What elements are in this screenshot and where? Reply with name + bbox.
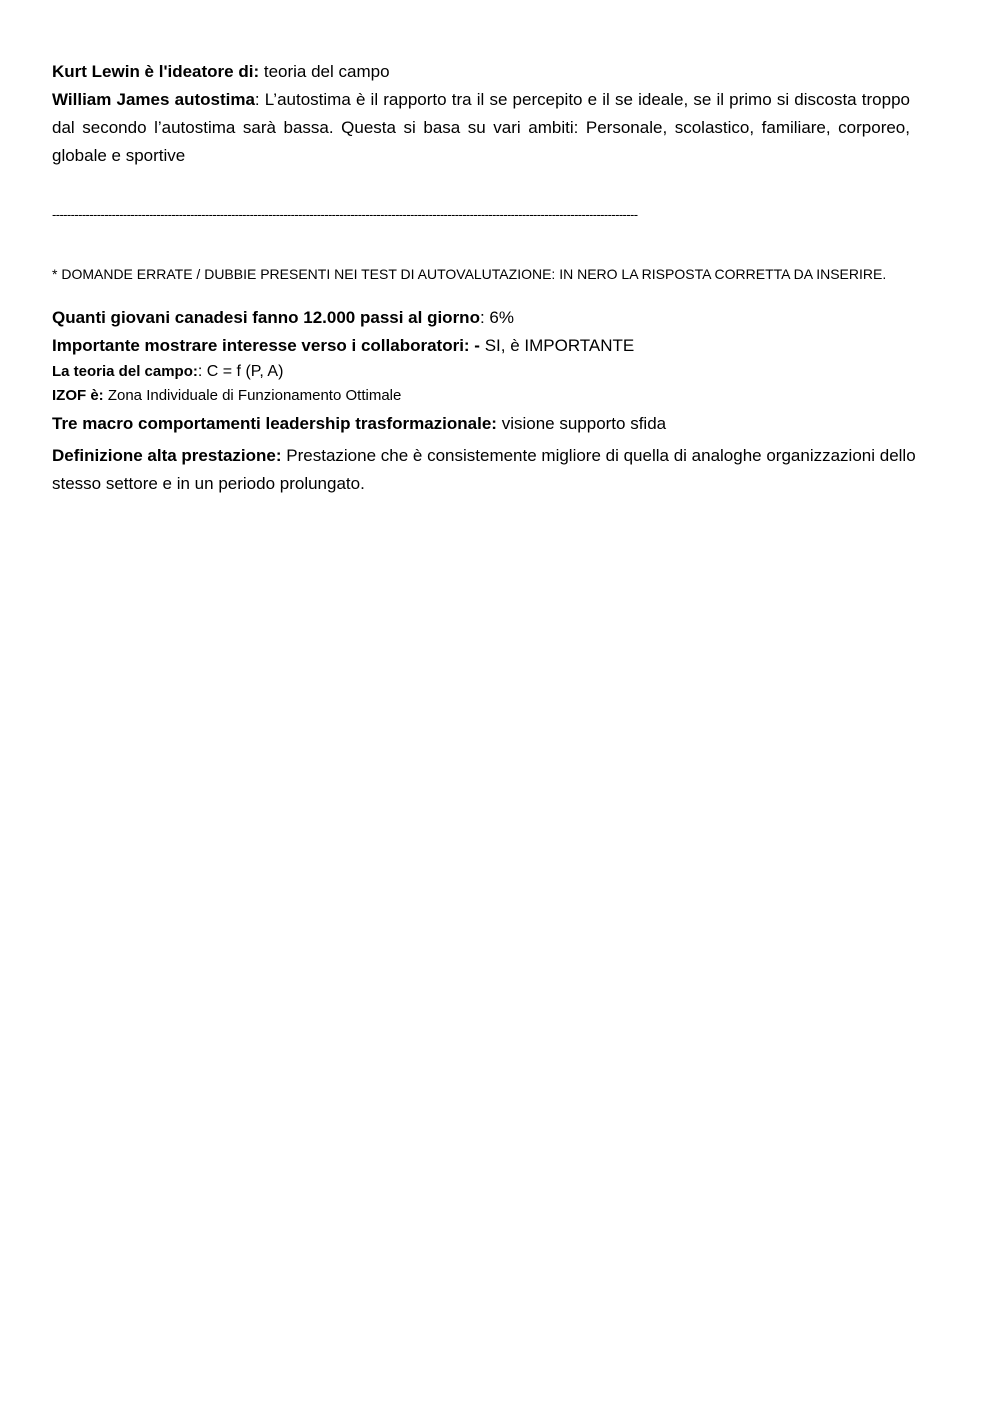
dashed-divider: ------------------------------------------------------------------------------------------------------------------------------------------------------------- [52,207,638,222]
answer-text: teoria del campo [259,62,390,81]
qa-izof [52,384,910,407]
question-label: Kurt Lewin è l'ideatore di: [52,62,260,81]
answer-text: Prestazione che è consistemente migliore di quella di analoghe organizzazioni dello stesso settore e in un periodo prolungato. [52,446,916,493]
question-label: Importante mostrare interesse verso i collaboratori: - [52,336,480,355]
question-label: IZOF è: [52,387,104,404]
qa-passi-canadesi [52,304,910,332]
qa-william-james [52,86,910,170]
qa-alta-prestazione [52,442,938,498]
answer-text: : L’autostima è il rapporto tra il se percepito e il se ideale, se il primo si discosta troppo dal secondo l’autostima sarà bassa. Questa si basa su vari ambiti: Personale, scolastico, familiare, corporeo, globale e sportive [52,90,910,165]
question-label: William James autostima [52,90,255,109]
qa-list [52,304,916,498]
answer-text: SI, è IMPORTANTE [479,336,635,355]
answer-text: : 6% [479,308,514,327]
question-label: Tre macro comportamenti leadership trasformazionale: [52,414,497,433]
qa-leadership-trasformazionale [52,410,910,438]
question-label: Quanti giovani canadesi fanno 12.000 passi al giorno [52,308,480,327]
question-label: La teoria del campo: [52,363,198,380]
qa-kurt-lewin [52,58,910,86]
qa-teoria-campo [52,360,910,384]
question-label: Definizione alta prestazione: [52,446,282,465]
qa-interesse-collaboratori [52,332,910,360]
document-body [52,58,916,498]
answer-text: visione supporto sfida [496,414,667,433]
answer-text: Zona Individuale di Funzionamento Ottimale [103,387,402,404]
errata-note: * DOMANDE ERRATE / DUBBIE PRESENTI NEI TEST DI AUTOVALUTAZIONE: IN NERO LA RISPOSTA CORRETTA DA INSERIRE. [52,266,887,282]
answer-text: : C = f (P, A) [197,363,284,380]
